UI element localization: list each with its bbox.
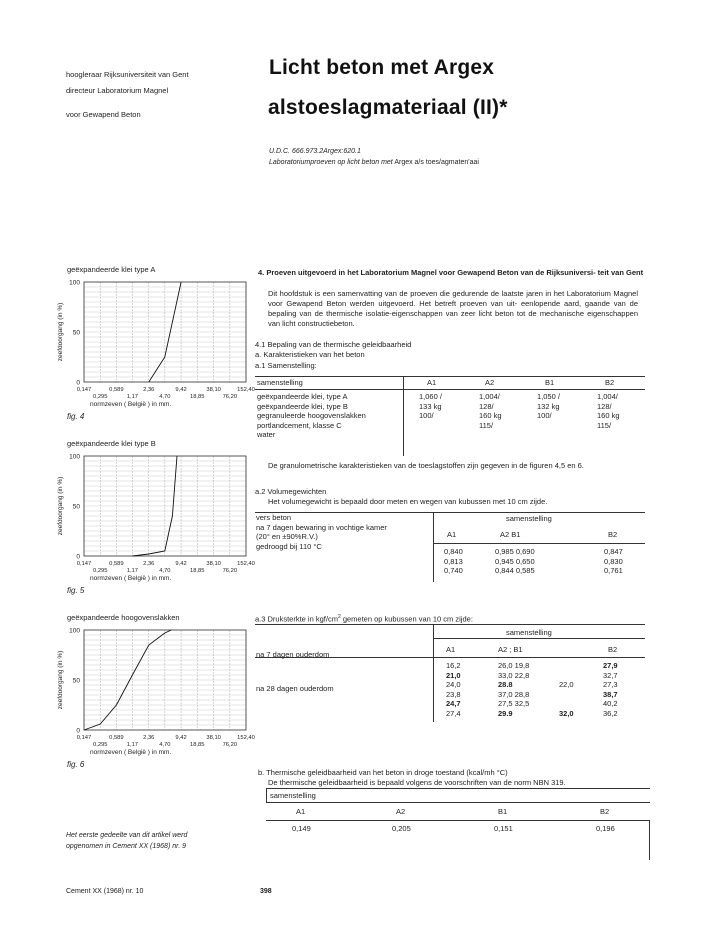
table1-a2-value: 115/ — [479, 420, 494, 430]
density-table — [255, 512, 645, 582]
table2-header-b2: B2 — [608, 530, 618, 539]
table3-b2-value: 38,7 — [603, 689, 618, 699]
granulometry-chart-5 — [50, 436, 260, 596]
x-tick-label: 76,20 — [222, 742, 238, 748]
table2-a1-value: 0,840 — [444, 547, 463, 556]
y-tick-label: 50 — [72, 329, 80, 337]
figure-caption: fig. 6 — [67, 760, 85, 769]
table3-b2-value: 40,2 — [603, 699, 618, 708]
thermal-conductivity-table — [266, 788, 650, 860]
x-tick-label: 9,42 — [175, 387, 187, 393]
y-tick-label: 0 — [76, 553, 80, 561]
footnote-line2: opgenomen in Cement XX (1968) nr. 9 — [66, 843, 186, 850]
table3-row-label-7d: na 7 dagen ouderdom — [256, 650, 330, 659]
table2-b2-value: 0,847 — [604, 547, 623, 556]
y-axis-label: zeefdoorgang (in %) — [57, 650, 64, 710]
x-tick-label: 152,40 — [237, 735, 255, 741]
x-axis-label: normzeven ( België ) in mm. — [90, 575, 172, 582]
table1-header-a1: A1 — [427, 378, 437, 387]
section-b-body: De thermische geleidbaarheid is bepaald volgens de voorschriften van de norm NBN 319. — [268, 778, 566, 787]
section-a2-body: Het volumegewicht is bepaald door meten en wegen van kubussen met 10 cm zijde. — [268, 497, 548, 506]
x-tick-label: 76,20 — [222, 568, 238, 574]
x-tick-label: 4,70 — [159, 394, 171, 400]
table2-row-label: gedroogd bij 110 °C — [256, 541, 322, 551]
table3-samenstelling: samenstelling — [506, 628, 552, 637]
x-tick-label: 0,147 — [76, 387, 92, 393]
granulometry-note: De granulometrische karakteristieken van de toeslagstoffen zijn gegeven in de figuren 4,5 en 6. — [268, 461, 584, 470]
x-tick-label: 38,10 — [206, 387, 221, 393]
table1-row-label: portlandcement, klasse C — [257, 420, 342, 430]
chart-title: geëxpandeerde klei type A — [67, 265, 156, 274]
table1-header-a2: A2 — [485, 378, 495, 387]
table3-row-label-28d: na 28 dagen ouderdom — [256, 684, 334, 693]
table3-a2-value: 27,5 32,5 — [498, 699, 530, 708]
x-tick-label: 9,42 — [175, 561, 187, 567]
composition-table — [255, 376, 645, 456]
table2-a2b1-value: 0,844 0,585 — [495, 566, 535, 575]
x-tick-label: 38,10 — [206, 561, 221, 567]
table1-b1-value: 100/ — [537, 411, 552, 420]
x-tick-label: 4,70 — [159, 568, 171, 574]
table2-b2-value: 0,761 — [604, 566, 623, 575]
table2-row-label: vers beton — [256, 513, 292, 522]
table4-samenstelling: samenstelling — [270, 791, 316, 800]
x-tick-label: 18,85 — [189, 394, 205, 400]
article-title-line2: alstoeslagmateriaal (II)* — [268, 96, 508, 119]
table1-a1-value: 100/ — [419, 411, 434, 420]
table3-b2-value: 27,9 — [603, 661, 618, 670]
section-a2-title: a.2 Volumegewichten — [255, 487, 327, 496]
x-tick-label: 1,17 — [126, 742, 139, 748]
table3-b2-value: 27,3 — [603, 680, 618, 689]
section-4-body: Dit hoofdstuk is een samenvatting van de proeven die gedurende de laatste jaren in het Laboratorium Magnel voor Gewapend Beton werden uitgevoerd. Het betreft proeven van uit- eenlopende aard, gaande van de bepaling van de thermische isolatie-eigenschappen van zeer licht beton tot de mechanische eigenschappen van licht constructiebeton. — [268, 289, 638, 328]
x-tick-label: 0,295 — [92, 742, 108, 748]
table3-a2-value: 33,0 22,8 — [498, 670, 530, 680]
x-tick-label: 0,589 — [109, 387, 124, 393]
x-axis-label: normzeven ( België ) in mm. — [90, 749, 172, 756]
table1-b2-value: 160 kg — [597, 411, 620, 420]
x-tick-label: 9,42 — [175, 735, 187, 741]
table1-b1-value: 1,050 / — [537, 392, 560, 401]
table1-row-label: geëxpandeerde klei, type B — [257, 401, 348, 411]
x-axis-label: normzeven ( België ) in mm. — [90, 401, 172, 408]
udc-code: U.D.C. 666.973.2Argex:620.1 — [269, 148, 361, 155]
table4-header-b1: B1 — [498, 807, 508, 816]
table3-header-a1: A1 — [446, 645, 456, 654]
table3-header-a2-b1: A2 ; B1 — [498, 645, 523, 654]
y-axis-label: zeefdoorgang (in %) — [57, 476, 64, 536]
table3-b2-value: 32,7 — [603, 670, 618, 680]
table3-b2-value: 36,2 — [603, 708, 618, 718]
footnote-line1: Het eerste gedeelte van dit artikel werd — [66, 832, 188, 839]
table3-a2-value: 26,0 19,8 — [498, 661, 530, 670]
y-tick-label: 50 — [72, 503, 80, 511]
y-tick-label: 100 — [69, 279, 80, 287]
table1-b2-value: 1,004/ — [597, 392, 618, 401]
table2-row-label: (20° en ±90%R.V.) — [256, 532, 318, 541]
x-tick-label: 0,295 — [92, 568, 108, 574]
table2-b2-value: 0,830 — [604, 556, 623, 566]
article-subtitle: Laboratoriumproeven op licht beton met Argex a/s toes/agmaten'aai — [269, 159, 479, 166]
table2-samenstelling: samenstelling — [506, 514, 552, 523]
section-a-title: a. Karakteristieken van het beton — [255, 350, 365, 359]
table4-a1-value: 0,149 — [292, 824, 311, 833]
x-tick-label: 4,70 — [159, 742, 171, 748]
table1-a2-value: 160 kg — [479, 411, 502, 420]
granulometry-chart-4 — [50, 262, 260, 422]
table3-header-b2: B2 — [608, 645, 618, 654]
compressive-strength-table — [255, 624, 645, 722]
author-affiliation-1: hoogleraar Rijksuniversiteit van Gent — [66, 70, 189, 79]
x-tick-label: 1,17 — [126, 568, 139, 574]
y-tick-label: 100 — [69, 627, 80, 635]
x-tick-label: 0,147 — [76, 735, 92, 741]
section-a1-title: a.1 Samenstelling: — [255, 361, 317, 370]
table1-header-samenstelling: samenstelling — [257, 378, 303, 387]
chart-title: geëxpandeerde hoogovenslakken — [67, 613, 180, 622]
table3-a1-value: 24,0 — [446, 680, 461, 689]
table1-b2-value: 115/ — [597, 420, 612, 430]
table1-row-label: geëxpandeerde klei, type A — [257, 392, 348, 401]
table1-header-b2: B2 — [605, 378, 615, 387]
footer-journal: Cement XX (1968) nr. 10 — [66, 888, 144, 895]
section-a3-title: a.3 Druksterkte in kgf/$cm^2$ gemeten op kubussen van 10 cm zijde: — [255, 614, 473, 624]
article-title-line1: Licht beton met Argex — [269, 56, 495, 79]
x-tick-label: 18,85 — [189, 742, 205, 748]
x-tick-label: 1,17 — [126, 394, 139, 400]
table3-a1-value: 16,2 — [446, 661, 461, 670]
y-tick-label: 0 — [76, 379, 80, 387]
table3-a2-value: 37,0 28,8 — [498, 689, 530, 699]
x-tick-label: 0,147 — [76, 561, 92, 567]
x-tick-label: 2,36 — [143, 561, 155, 567]
y-tick-label: 100 — [69, 453, 80, 461]
author-affiliation-2: directeur Laboratorium Magnel — [66, 86, 169, 95]
table3-a2-value: 28.8 — [498, 680, 513, 689]
figure-caption: fig. 4 — [67, 412, 85, 421]
x-tick-label: 152,40 — [237, 561, 255, 567]
x-tick-label: 2,36 — [143, 387, 155, 393]
table1-b2-value: 128/ — [597, 401, 612, 411]
x-tick-label: 0,589 — [109, 561, 124, 567]
table1-a2-value: 1,004/ — [479, 392, 500, 401]
table4-header-b2: B2 — [600, 807, 610, 816]
table4-header-a2: A2 — [396, 807, 406, 816]
section-4-1-title: 4.1 Bepaling van de thermische geleidbaarheid — [255, 340, 412, 349]
table4-header-a1: A1 — [296, 807, 306, 816]
table2-a2b1-value: 0,945 0,650 — [495, 556, 535, 566]
table3-b1-value: 32,0 — [559, 708, 574, 718]
table1-header-b1: B1 — [545, 378, 555, 387]
y-tick-label: 0 — [76, 727, 80, 735]
x-tick-label: 0,295 — [92, 394, 108, 400]
table3-a1-value: 27,4 — [446, 708, 461, 718]
x-tick-label: 38,10 — [206, 735, 221, 741]
section-b-title: b. Thermische geleidbaarheid van het beton in droge toestand (kcal/mh °C) — [258, 768, 508, 777]
table1-row-label: gegranuleerde hoogovenslakken — [257, 411, 366, 420]
table3-a2-value: 29.9 — [498, 708, 513, 718]
table4-a2-value: 0,205 — [392, 824, 411, 833]
granulometry-figures — [50, 262, 260, 782]
table2-header-a1: A1 — [447, 530, 457, 539]
table4-b1-value: 0,151 — [494, 824, 513, 833]
x-tick-label: 2,36 — [143, 735, 155, 741]
table1-a1-value: 133 kg — [419, 401, 442, 411]
table2-a1-value: 0,813 — [444, 556, 463, 566]
figure-caption: fig. 5 — [67, 586, 85, 595]
table2-header-a2-b1: A2 B1 — [500, 530, 521, 539]
table3-b1-value: 22,0 — [559, 680, 574, 689]
x-tick-label: 152,40 — [237, 387, 255, 393]
x-tick-label: 0,589 — [109, 735, 124, 741]
table2-a2b1-value: 0,985 0,690 — [495, 547, 535, 556]
granulometry-chart-6 — [50, 610, 260, 770]
table2-row-label: na 7 dagen bewaring in vochtige kamer — [256, 522, 387, 532]
y-tick-label: 50 — [72, 677, 80, 685]
table3-a1-value: 24,7 — [446, 699, 461, 708]
chart-title: geëxpandeerde klei type B — [67, 439, 156, 448]
x-tick-label: 18,85 — [189, 568, 205, 574]
table3-a1-value: 21,0 — [446, 670, 461, 680]
table3-a1-value: 23,8 — [446, 689, 461, 699]
table2-a1-value: 0,740 — [444, 566, 463, 575]
section-4-title: 4. Proeven uitgevoerd in het Laboratorium Magnel voor Gewapend Beton van de Rijksuniversi- teit van Gent — [258, 268, 644, 277]
table1-row-label: water — [257, 430, 276, 439]
y-axis-label: zeefdoorgang (in %) — [57, 302, 64, 362]
x-tick-label: 76,20 — [222, 394, 238, 400]
table1-b1-value: 132 kg — [537, 401, 560, 411]
page-number: 398 — [260, 888, 272, 895]
table1-a2-value: 128/ — [479, 401, 494, 411]
author-affiliation-3: voor Gewapend Beton — [66, 110, 141, 119]
table1-a1-value: 1,060 / — [419, 392, 442, 401]
table4-b2-value: 0,196 — [596, 824, 615, 833]
